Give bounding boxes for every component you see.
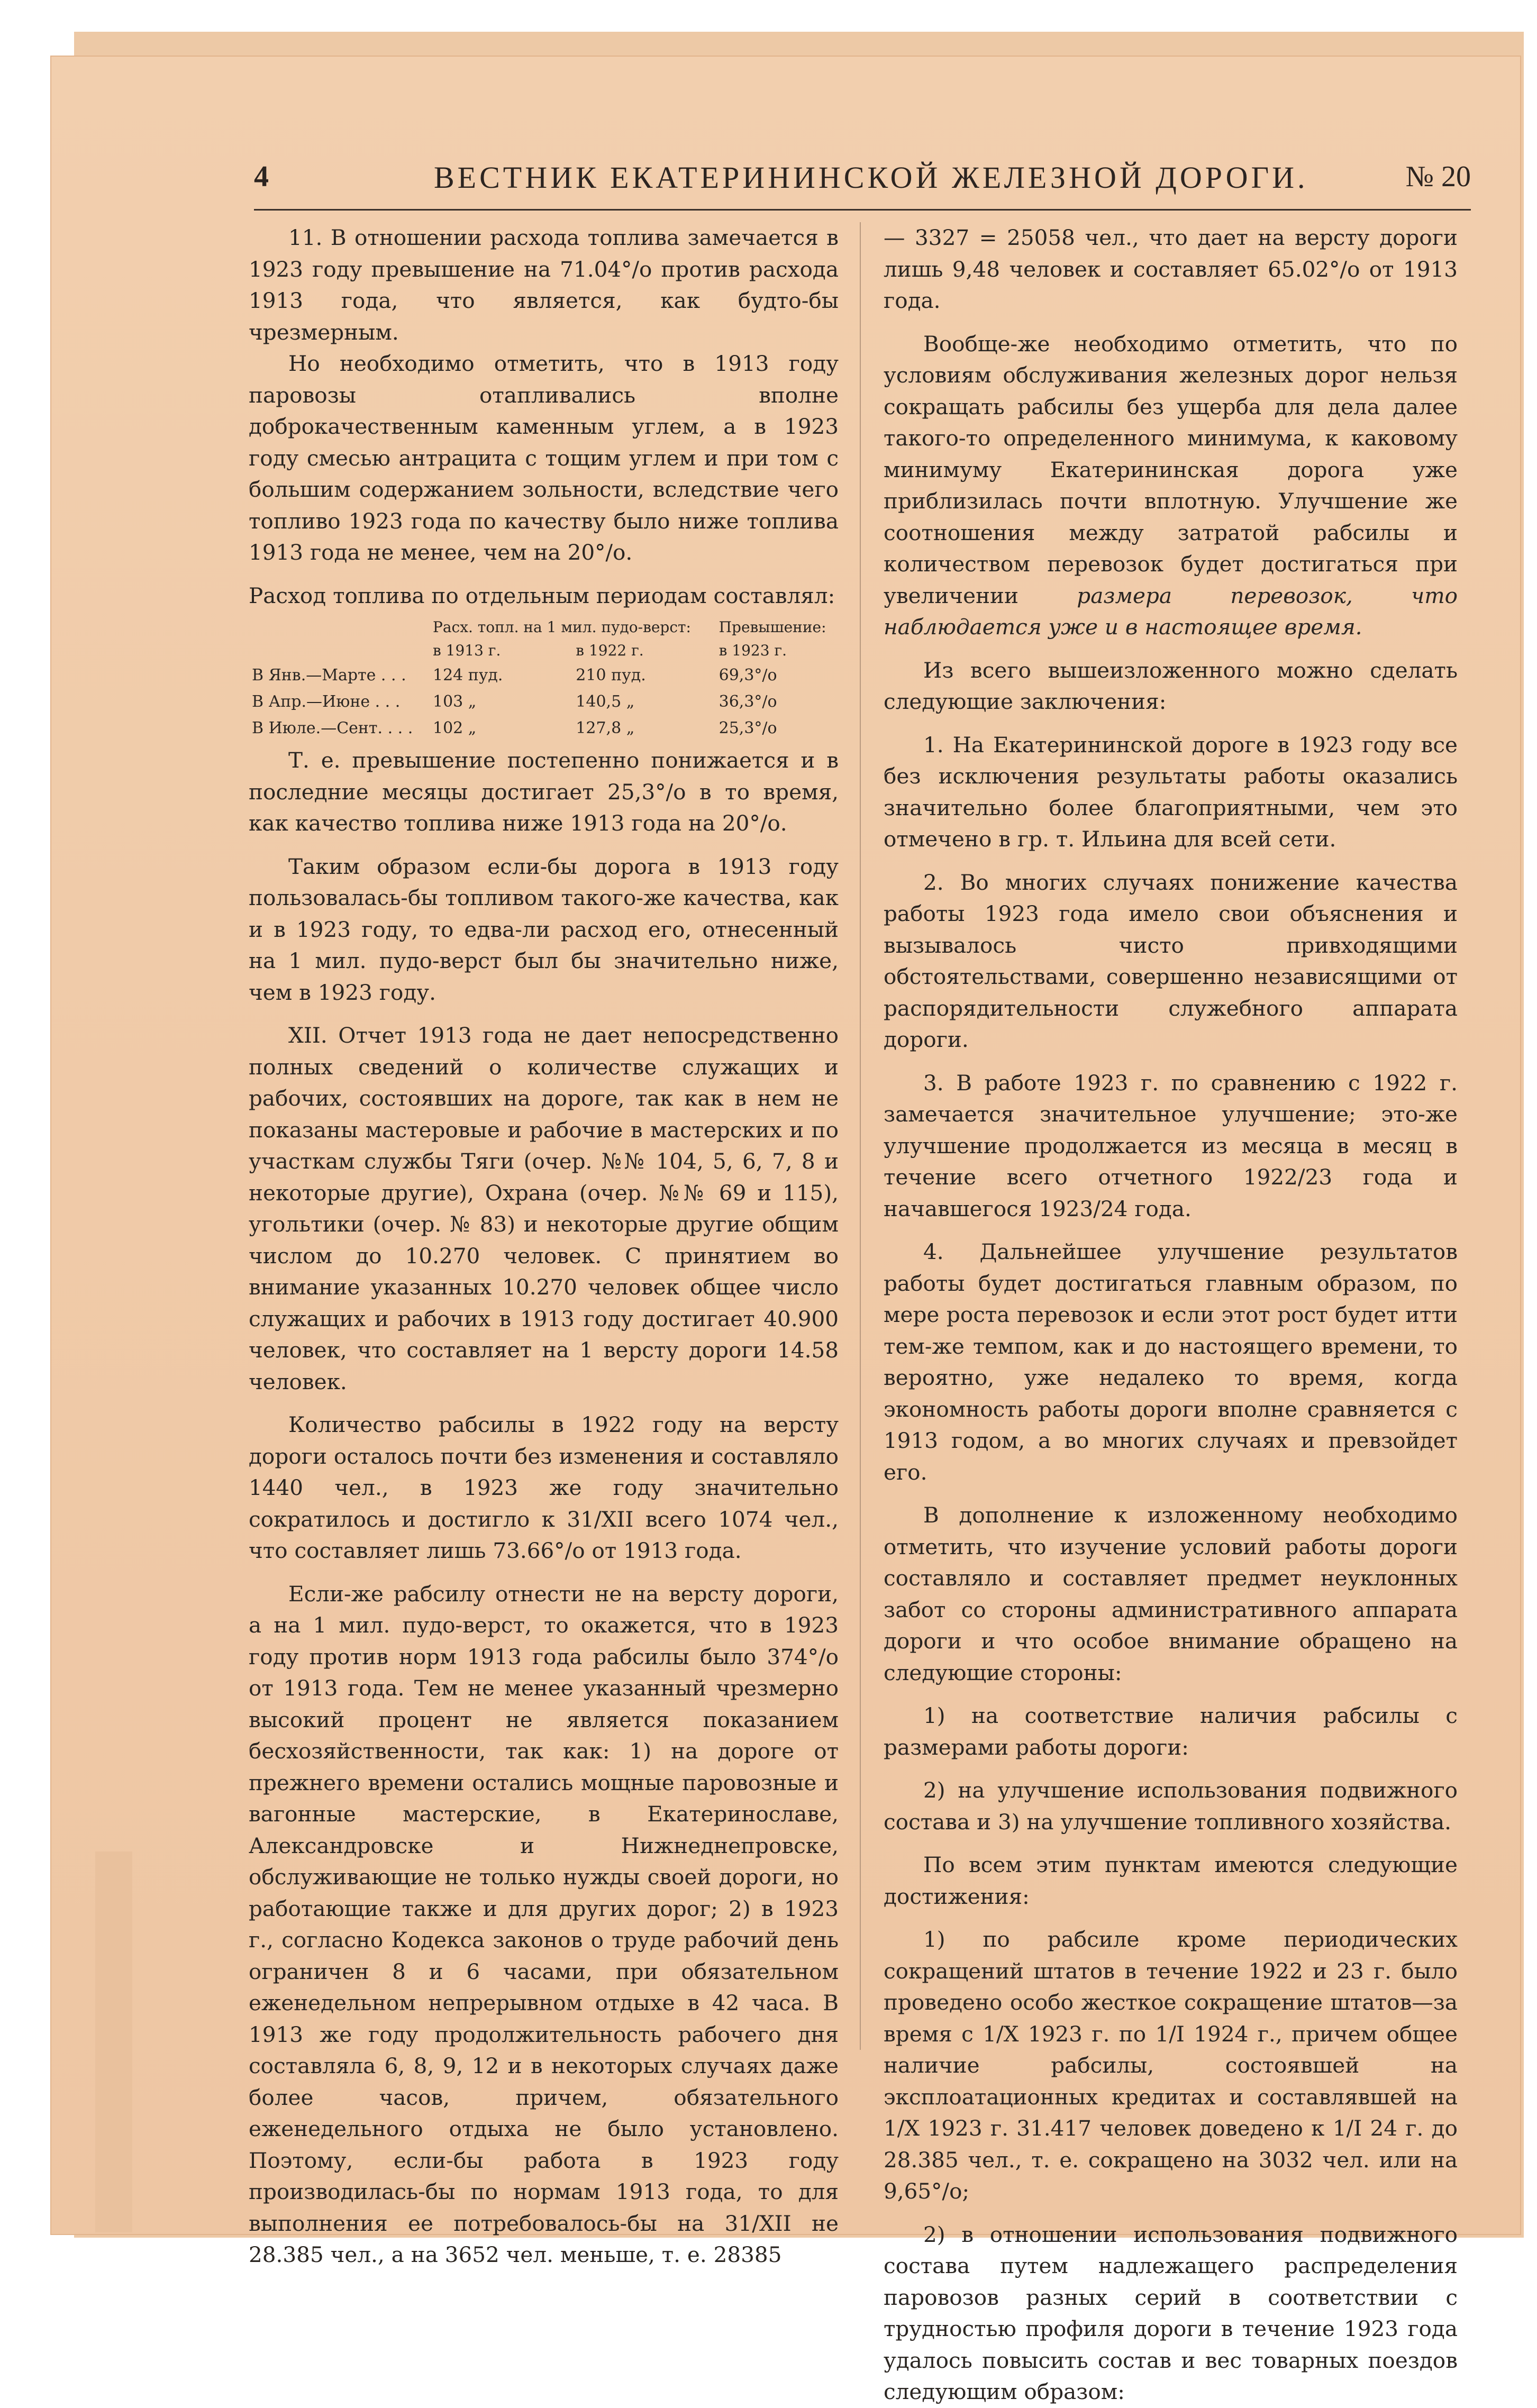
page-header (254, 160, 1471, 202)
paragraph: В дополнение к изложенному необходимо отметить, что изучение условий работы дороги составляло и составляет предмет неуклонных забот со стороны административного аппарата дороги и что особое внимание обращено на следующие стороны: (884, 1502, 1458, 1685)
table-row (249, 689, 839, 715)
conclusion-item: 3. В работе 1923 г. по сравнению с 1922 г. замечается значительное улучшение; это-же улучшение продолжается из месяца в месяц в течение всего отчетного 1922/23 года и начавшегося 1923/24 года. (884, 1070, 1458, 1221)
paragraph: XII. Отчет 1913 года не дает непосредственно полных сведений о количестве служащих и рабочих, состоявших на дороге, так как в нем не показаны мастеровые и рабочие в мастерских и по участкам службы Тяги (очер. №№ 104, 5, 6, 7, 8 и некоторые другие), Охрана (очер. №№ 69 и 115), угольтики (очер. № 83) и некоторые другие общим числом до 10.270 человек. С принятием во внимание указанных 10.270 человек общее число служащих и рабочих в 1913 году достигает 40.900 человек, что составляет на 1 версту дороги 14.58 человек. (249, 1023, 839, 1394)
table-cell: 140,5 „ (576, 692, 635, 711)
table-cell: 124 пуд. (432, 666, 503, 685)
table-cell: 36,3°/о (719, 692, 777, 711)
paragraph: Т. е. превышение постепенно понижается и в последние месяцы достигает 25,3°/о в то время, как качество топлива ниже 1913 года на 20°/о. (249, 747, 839, 836)
table-cell: В Июле.—Сент. . . . (252, 719, 413, 737)
table-cell: 127,8 „ (576, 719, 635, 737)
paragraph: Если-же рабсилу отнести не на версту дороги, а на 1 мил. пудо-верст, то окажется, что в 1923 году против норм 1913 года рабсилы было 374°/о от 1913 года. Тем не менее указанный чрезмерно высокий процент не является показанием бесхозяйственности, так как: 1) на дороге от прежнего времени остались мощные паровозные и вагонные мастерские, в Екатеринославе, Александровске и Нижнеднепровске, обслуживающие не только нужды своей дороги, но работающие также и для других дорог; 2) в 1923 г., согласно Кодекса законов о труде рабочий день ограничен 8 и 6 часами, при обязательном еженедельном непрерывном отдыхе в 42 часа. В 1913 же году продолжительность рабочего дня составляла 6, 8, 9, 12 и в некоторых случаях даже более часов, причем, обязательного еженедельного отдыха не было установлено. Поэтому, если-бы работа в 1923 году производилась-бы по нормам 1913 года, то для выполнения ее потребовалось-бы на 31/XII не 28.385 чел., а на 3652 чел. меньше, т. е. 28385 (249, 1581, 839, 2267)
paragraph: Количество рабсилы в 1922 году на версту дороги осталось почти без изменения и составляло 1440 чел., в 1923 же году значительно сократилось и достигло к 31/XII всего 1074 чел., что составляет лишь 73.66°/о от 1913 года. (249, 1412, 839, 1563)
table-cell: 210 пуд. (576, 666, 646, 685)
table-cell: 69,3°/о (719, 666, 777, 685)
paragraph-italic-text: размера перевозок, что наблюдается уже и в настоящее время. (884, 582, 1458, 640)
header-rule (254, 209, 1471, 211)
table-intro: Расход топлива по отдельным периодам составлял: (249, 582, 835, 608)
column-divider (860, 222, 861, 2050)
table-row (249, 662, 839, 689)
table-cell: В Янв.—Марте . . . (252, 666, 406, 685)
table-cell: 103 „ (432, 692, 477, 711)
conclusion-item: 4. Дальнейшее улучшение результатов работы будет достигаться главным образом, по мере роста перевозок и если этот рост будет итти тем-же темпом, как и до настоящего времени, то вероятно, уже недалеко то время, когда экономность работы дороги вполне сравняется с 1913 годом, а во многих случаях и превзойдет его. (884, 1239, 1458, 1485)
table-header-cell: в 1913 г. (432, 642, 501, 659)
table-header-cell: Превышение: (719, 618, 826, 636)
table-header-cell: в 1923 г. (719, 642, 787, 659)
table-cell: 25,3°/о (719, 719, 777, 737)
achievement-item: 2) в отношении использования подвижного состава путем надлежащего распределения паровозов разных серий в соответствии с трудностью профиля дороги в течение 1923 года удалось повысить состав и вес товарных поездов следующим образом: (884, 2221, 1458, 2404)
conclusion-item: 2. Во многих случаях понижение качества работы 1923 года имело свои объяснения и вызывалось чисто привходящими обстоятельствами, совершенно независящими от распорядительности служебного аппарата дороги. (884, 869, 1458, 1052)
publication-title: ВЕСТНИК ЕКАТЕРИНИНСКОЙ ЖЕЛЕЗНОЙ ДОРОГИ. (434, 160, 1308, 195)
table-header-cell: Расх. топл. на 1 мил. пудо-верст: (432, 618, 691, 636)
conclusion-item: 1. На Екатерининской дороге в 1923 году все без исключения результаты работы оказались значительно более благоприятными, чем это отмечено в гр. т. Ильина для всей сети. (884, 732, 1458, 852)
page-number: 4 (254, 160, 269, 193)
table-cell: 102 „ (432, 719, 477, 737)
paragraph: Таким образом если-бы дорога в 1913 году пользовалась-бы топливом такого-же качества, как и в 1923 году, то едва-ли расход его, отнесенный на 1 мил. пудо-верст был бы значительно ниже, чем в 1923 году. (249, 853, 839, 1005)
issue-number: № 20 (1405, 160, 1471, 193)
table-header-cell: в 1922 г. (576, 642, 644, 659)
left-column (249, 222, 839, 2271)
table-header-row (249, 639, 839, 662)
table-row (249, 715, 839, 742)
table-header-cell (249, 639, 430, 662)
paragraph: Из всего вышеизложенного можно сделать следующие заключения: (884, 657, 1458, 714)
paragraph: 11. В отношении расхода топлива замечается в 1923 году превышение на 71.04°/о против расхода 1913 года, что является, как будто-бы чрезмерным. (249, 225, 839, 345)
fuel-consumption-table (249, 616, 839, 742)
page-edge (95, 1851, 132, 2232)
table-cell: В Апр.—Июне . . . (252, 692, 401, 711)
table-header-cell (249, 616, 430, 639)
list-item: 1) на соответствие наличия рабсилы с размерами работы дороги: (884, 1703, 1458, 1760)
right-column (884, 222, 1458, 2408)
paragraph-text: Вообще-же необходимо отметить, что по условиям обслуживания железных дорог нельзя сокращать рабсилы без ущерба для дела далее такого-то определенного минимума, к каковому минимуму Екатерининская дорога уже приблизилась почти вплотную. Улучшение же соотношения между затратой рабсилы и количеством перевозок будет достигаться при увеличении (884, 331, 1458, 608)
paragraph: — 3327 = 25058 чел., что дает на версту дороги лишь 9,48 человек и составляет 65.02°/о от 1913 года. (884, 225, 1458, 313)
list-item: 2) на улучшение использования подвижного состава и 3) на улучшение топливного хозяйства. (884, 1777, 1458, 1835)
table-header-row (249, 616, 839, 639)
achievement-item: 1) по рабсиле кроме периодических сокращений штатов в течение 1922 и 23 г. было проведено особо жесткое сокращение штатов—за время с 1/X 1923 г. по 1/I 1924 г., причем общее наличие рабсилы, состоявшей на эксплоатационных кредитах и составлявшей на 1/X 1923 г. 31.417 человек доведено к 1/I 24 г. до 28.385 чел., т. е. сокращено на 3032 чел. или на 9,65°/о; (884, 1927, 1458, 2204)
paragraph: По всем этим пунктам имеются следующие достижения: (884, 1852, 1458, 1909)
paragraph: Но необходимо отметить, что в 1913 году паровозы отапливались вполне доброкачественным каменным углем, а в 1923 году смесью антрацита с тощим углем и при том с большим содержанием зольности, вследствие чего топливо 1923 года по качеству было ниже топлива 1913 года не менее, чем на 20°/о. (249, 351, 839, 565)
paragraph (884, 329, 1458, 643)
